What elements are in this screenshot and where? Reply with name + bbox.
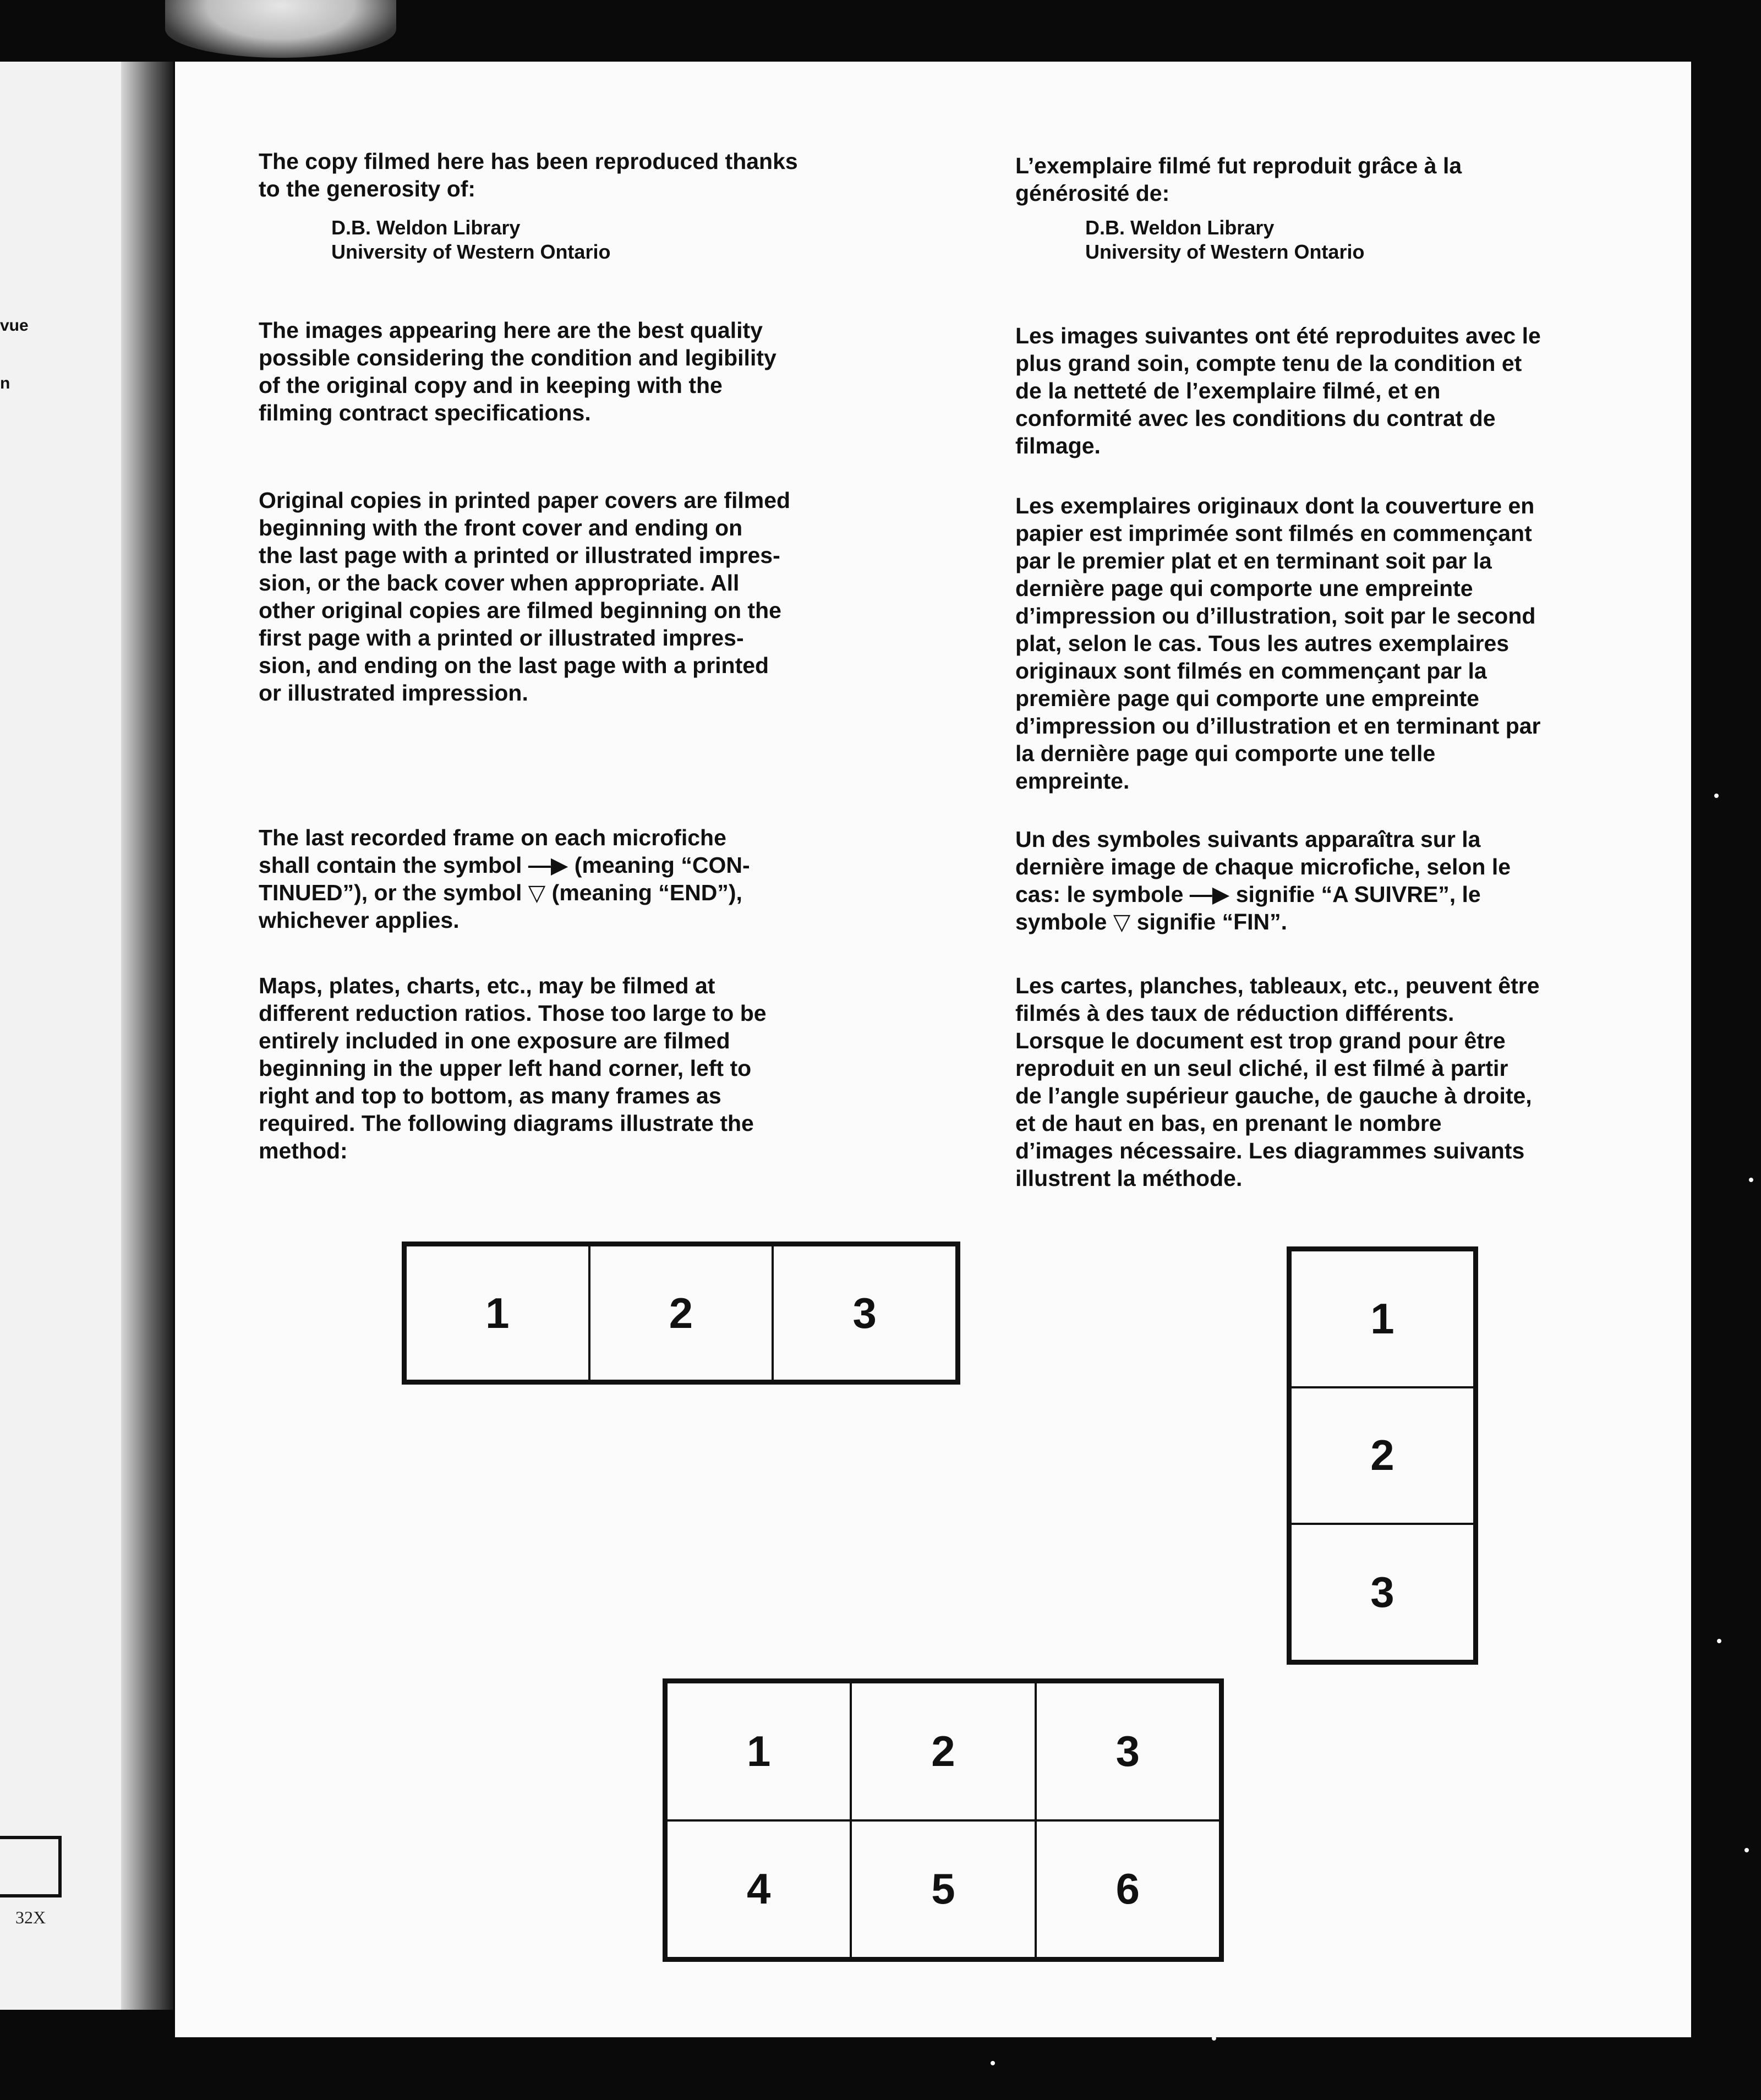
scan-speck <box>1714 794 1719 798</box>
facing-page-fragment: n <box>0 374 10 392</box>
scan-speck <box>1749 1178 1753 1182</box>
facing-page-box <box>0 1836 62 1897</box>
diagram-row-of-three <box>402 1242 960 1385</box>
facing-page-fragment: vue <box>0 316 29 335</box>
english-symbols-paragraph: The last recorded frame on each microfiche shall contain the symbol —▶ (meaning “CON- TINUED”), or the symbol ▽ (meaning “END”), whichever applies. <box>259 825 750 933</box>
frame-cell: 3 <box>1289 1523 1475 1662</box>
scan-speck <box>991 2061 995 2065</box>
diagram-column-of-three <box>1287 1246 1478 1665</box>
english-originals-paragraph: Original copies in printed paper covers are filmed beginning with the front cover and ending on the last page with a printed or illustrated impres- sion, or the back cover when appropriate. All other original copies are filmed beginning on the first page with a printed or illustrated impres- sion, and ending on the last page with a printed or illustrated impression. <box>259 488 791 706</box>
frame-cell: 3 <box>1035 1681 1221 1822</box>
page-gutter-shadow <box>121 62 173 2010</box>
film-blotch <box>165 0 396 58</box>
french-symbols-paragraph: Un des symboles suivants apparaîtra sur la dernière image de chaque microfiche, selon le cas: le symbole —▶ signifie “A SUIVRE”, le symbole ▽ signifie “FIN”. <box>1015 827 1511 934</box>
frame-cell: 1 <box>665 1681 852 1822</box>
scan-speck <box>1212 2036 1216 2041</box>
frame-cell: 6 <box>1035 1819 1221 1960</box>
french-quality-paragraph: Les images suivantes ont été reproduites avec le plus grand soin, compte tenu de la condition et de la netteté de l’exemplaire filmé, et en conformité avec les conditions du contrat de filmage. <box>1015 323 1541 458</box>
frame-cell: 2 <box>850 1681 1036 1822</box>
french-library-name: D.B. Weldon Library University of Western Ontario <box>1085 216 1365 263</box>
frame-cell: 1 <box>1289 1249 1475 1388</box>
english-credit-intro: The copy filmed here has been reproduced thanks to the generosity of: <box>259 149 798 201</box>
frame-cell: 2 <box>588 1244 774 1382</box>
frame-cell: 3 <box>772 1244 958 1382</box>
french-maps-paragraph: Les cartes, planches, tableaux, etc., peuvent être filmés à des taux de réduction différents. Lorsque le document est trop grand pour être reproduit en un seul cliché, il est filmé à partir de l’angle supérieur gauche, de gauche à droite, et de haut en bas, en prenant le nombre d’images nécessaire. Les diagrammes suivants illustrent la méthode. <box>1015 973 1540 1191</box>
frame-cell: 4 <box>665 1819 852 1960</box>
english-quality-paragraph: The images appearing here are the best quality possible considering the condition and legibility of the original copy and in keeping with the filming contract specifications. <box>259 318 776 425</box>
french-credit-intro: L’exemplaire filmé fut reproduit grâce à la générosité de: <box>1015 153 1462 206</box>
english-library-name: D.B. Weldon Library University of Western Ontario <box>331 216 611 263</box>
frame-cell: 1 <box>404 1244 590 1382</box>
french-originals-paragraph: Les exemplaires originaux dont la couverture en papier est imprimée sont filmés en commençant par le premier plat et en terminant soit par la dernière page qui comporte une empreinte d’impression ou d’illustration, soit par le second plat, selon le cas. Tous les autres exemplaires originaux sont filmés en commençant par la première page qui comporte une empreinte d’impression ou d’illustration et en terminant par la dernière page qui comporte une telle empreinte. <box>1015 493 1541 794</box>
scan-speck <box>1717 1639 1721 1643</box>
reduction-label: 32X <box>15 1907 46 1927</box>
frame-cell: 2 <box>1289 1386 1475 1525</box>
english-maps-paragraph: Maps, plates, charts, etc., may be filmed at different reduction ratios. Those too large to be entirely included in one exposure are filmed beginning in the upper left hand corner, left to right and top to bottom, as many frames as required. The following diagrams illustrate the method: <box>259 973 767 1163</box>
frame-cell: 5 <box>850 1819 1036 1960</box>
diagram-grid-of-six <box>663 1678 1224 1962</box>
scan-speck <box>1744 1848 1749 1852</box>
